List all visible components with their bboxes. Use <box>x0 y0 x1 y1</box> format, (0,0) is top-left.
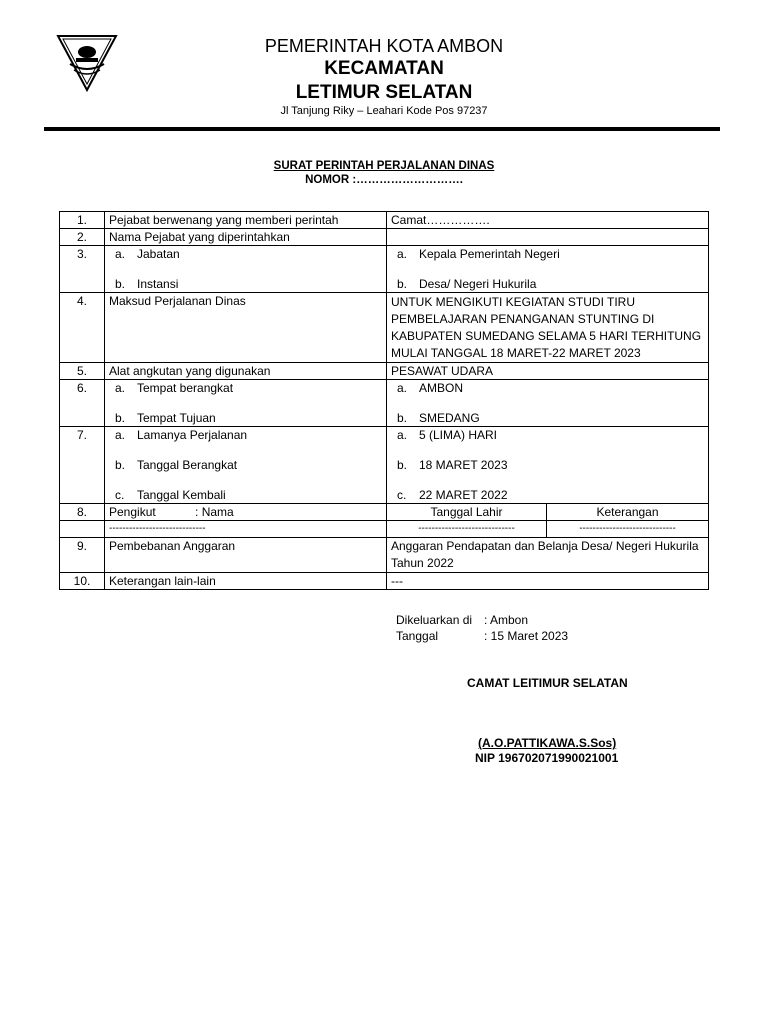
row-label: Keterangan lain-lain <box>105 573 387 590</box>
item-marker: a. <box>397 247 408 261</box>
row-value: PESAWAT UDARA <box>387 363 709 380</box>
row-label: Instansi <box>137 277 179 291</box>
row-label: Pengikut <box>109 505 156 519</box>
row-label: Nama Pejabat yang diperintahkan <box>105 229 387 246</box>
item-marker: a. <box>397 428 408 442</box>
date-value: : 15 Maret 2023 <box>484 629 569 643</box>
district-title-line2: LETIMUR SELATAN <box>295 82 473 103</box>
row-number: 1. <box>60 212 105 229</box>
signatory-position: CAMAT LEITIMUR SELATAN <box>467 676 628 690</box>
row-value: AMBON <box>419 381 464 395</box>
row-label: Tempat Tujuan <box>137 411 216 425</box>
row-sublabel: : Nama <box>195 505 234 519</box>
district-title-line1: KECAMATAN <box>324 58 444 79</box>
placeholder-dashes: ----------------------------- <box>387 521 547 538</box>
table-row <box>60 573 709 590</box>
row-label: Tempat berangkat <box>137 381 234 395</box>
table-row <box>60 246 709 293</box>
table-row <box>60 229 709 246</box>
table-row <box>60 521 709 538</box>
office-address: Jl Tanjung Riky – Leahari Kode Pos 97237 <box>280 105 488 117</box>
table-row <box>60 504 709 521</box>
row-label: Pembebanan Anggaran <box>105 538 387 573</box>
column-header: Tanggal Lahir <box>387 504 547 521</box>
item-marker: b. <box>397 458 408 472</box>
item-marker: b. <box>397 277 408 291</box>
row-value: Anggaran Pendapatan dan Belanja Desa/ Negeri Hukurila Tahun 2022 <box>387 538 709 573</box>
placeholder-dashes: ----------------------------- <box>547 521 709 538</box>
travel-order-table <box>59 211 709 590</box>
table-row <box>60 212 709 229</box>
item-marker: b. <box>115 411 126 425</box>
row-number: 4. <box>60 293 105 363</box>
row-number: 6. <box>60 380 105 427</box>
row-number: 7. <box>60 427 105 504</box>
row-label: Lamanya Perjalanan <box>137 428 248 442</box>
issued-at-label: Dikeluarkan di <box>396 613 473 627</box>
row-value: Kepala Pemerintah Negeri <box>419 247 560 261</box>
row-value: Desa/ Negeri Hukurila <box>419 277 537 291</box>
row-value: UNTUK MENGIKUTI KEGIATAN STUDI TIRU PEMBELAJARAN PENANGANAN STUNTING DI KABUPATEN SUMEDANG SELAMA 5 HARI TERHITUNG MULAI TANGGAL 18 MARET-22 MARET 2023 <box>387 293 709 363</box>
row-label: Tanggal Berangkat <box>137 458 238 472</box>
table-row <box>60 538 709 573</box>
column-header: Keterangan <box>547 504 709 521</box>
item-marker: a. <box>115 247 126 261</box>
table-row <box>60 380 709 427</box>
row-label: Alat angkutan yang digunakan <box>105 363 387 380</box>
row-number: 3. <box>60 246 105 293</box>
issued-at-value: : Ambon <box>484 613 529 627</box>
item-marker: b. <box>115 277 126 291</box>
row-number: 2. <box>60 229 105 246</box>
placeholder-dashes: ----------------------------- <box>105 521 387 538</box>
item-marker: a. <box>115 428 126 442</box>
row-value: Camat……………. <box>387 212 709 229</box>
row-value <box>387 229 709 246</box>
row-label: Jabatan <box>137 247 180 261</box>
document-title: SURAT PERINTAH PERJALANAN DINAS <box>273 160 495 172</box>
item-marker: c. <box>397 488 407 502</box>
signatory-name: (A.O.PATTIKAWA.S.Sos) <box>478 736 617 750</box>
row-label: Maksud Perjalanan Dinas <box>105 293 387 363</box>
table-row <box>60 427 709 504</box>
header-divider <box>44 127 720 131</box>
row-label: Tanggal Kembali <box>137 488 226 502</box>
row-value: 5 (LIMA) HARI <box>419 428 498 442</box>
row-label: Pejabat berwenang yang memberi perintah <box>105 212 387 229</box>
item-marker: b. <box>397 411 408 425</box>
row-value: SMEDANG <box>419 411 480 425</box>
government-name: PEMERINTAH KOTA AMBON <box>264 36 504 56</box>
row-number: 8. <box>60 504 105 521</box>
item-marker: a. <box>397 381 408 395</box>
table-row <box>60 363 709 380</box>
row-value: 22 MARET 2022 <box>419 488 508 502</box>
table-row <box>60 293 709 363</box>
item-marker: b. <box>115 458 126 472</box>
row-value: --- <box>387 573 709 590</box>
row-number: 9. <box>60 538 105 573</box>
row-value: 18 MARET 2023 <box>419 458 508 472</box>
signatory-nip: NIP 196702071990021001 <box>475 751 619 765</box>
row-number: 5. <box>60 363 105 380</box>
document-number: NOMOR :………………………. <box>305 174 463 186</box>
date-label: Tanggal <box>396 629 439 643</box>
item-marker: a. <box>115 381 126 395</box>
row-number: 10. <box>60 573 105 590</box>
item-marker: c. <box>115 488 125 502</box>
